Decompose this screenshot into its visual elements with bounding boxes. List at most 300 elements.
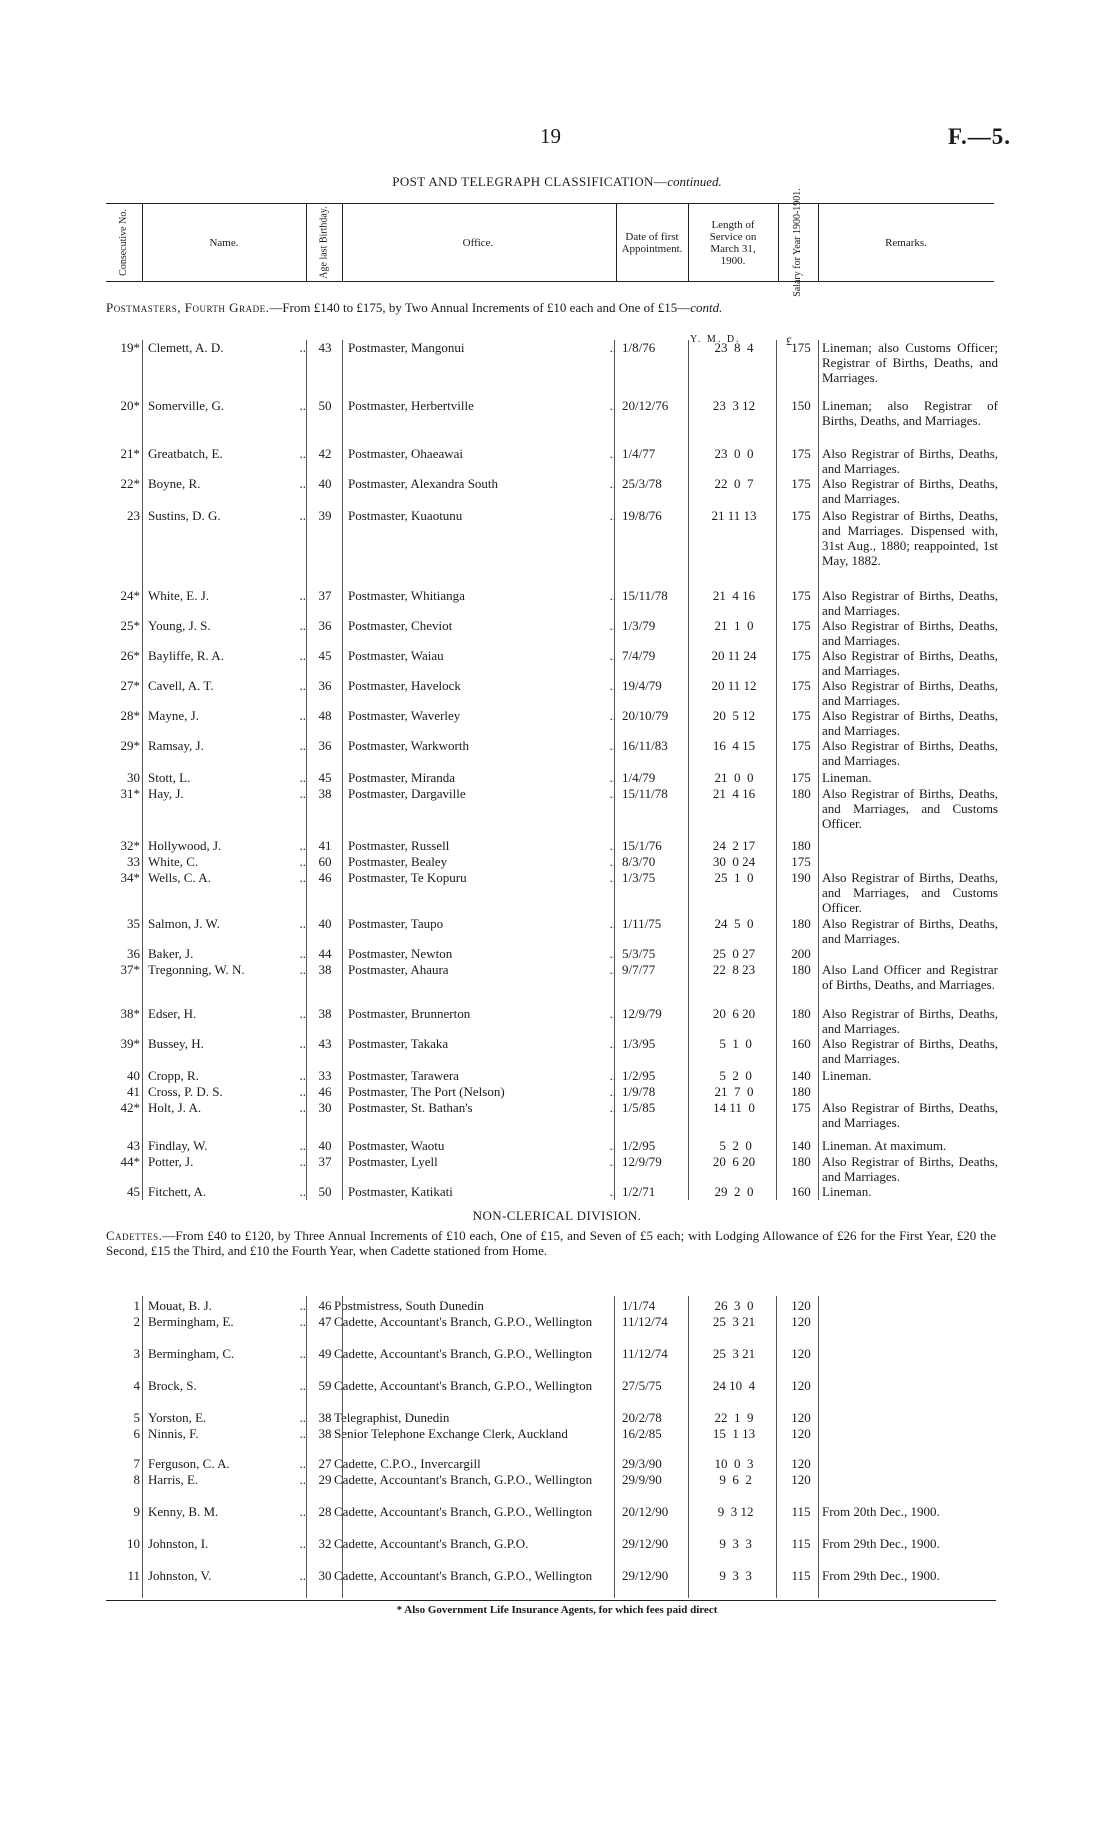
row-age: 40 (318, 476, 332, 491)
cadettes-heading-label: Cadettes. (106, 1228, 163, 1243)
row-number: 32* (120, 838, 140, 853)
row-number: 29* (120, 738, 140, 753)
row-salary: 175 (791, 770, 811, 785)
section-heading-postmasters (106, 300, 996, 315)
row-name: Tregonning, W. N. (148, 962, 245, 977)
column-rule (688, 340, 689, 1200)
row-office: Postmaster, Brunnerton (348, 1006, 471, 1021)
row-date: 16/11/83 (622, 738, 668, 753)
leader-dots: .. (299, 1426, 306, 1441)
row-name: Salmon, J. W. (148, 916, 220, 931)
row-age: 46 (318, 870, 332, 885)
row-salary: 175 (791, 618, 811, 633)
row-office: Postmaster, Waiau (348, 648, 444, 663)
row-salary: 175 (791, 854, 811, 869)
row-length: 20 11 24 (711, 648, 757, 663)
row-remarks: Also Registrar of Births, Deaths, and Marriages. (822, 648, 998, 678)
row-salary: 120 (791, 1472, 811, 1487)
salary-unit: £ (786, 334, 792, 348)
row-name: White, C. (148, 854, 199, 869)
row-remarks: Also Registrar of Births, Deaths, and Marriages. (822, 916, 998, 946)
row-length: 24 10 4 (712, 1378, 756, 1393)
row-remarks: Also Registrar of Births, Deaths, and Marriages. (822, 1154, 998, 1184)
row-age: 59 (318, 1378, 332, 1393)
row-age: 27 (318, 1456, 332, 1471)
row-date: 12/9/79 (622, 1006, 662, 1021)
leader-dots: .. (609, 398, 616, 413)
column-rule (688, 1296, 689, 1598)
leader-dots: .. (609, 340, 616, 355)
leader-dots: .. (609, 508, 616, 523)
row-remarks: Also Registrar of Births, Deaths, and Marriages. (822, 446, 998, 476)
leader-dots: .. (609, 946, 616, 961)
row-number: 37* (120, 962, 140, 977)
leader-dots: .. (609, 854, 616, 869)
row-name: Ramsay, J. (148, 738, 204, 753)
row-length: 20 5 12 (712, 708, 756, 723)
row-office: Postmistress, South Dunedin (334, 1298, 484, 1313)
row-office: Postmaster, Herbertville (348, 398, 474, 413)
row-age: 49 (318, 1346, 332, 1361)
column-rule (306, 1296, 307, 1598)
row-name: Wells, C. A. (148, 870, 211, 885)
column-rule (776, 1296, 777, 1598)
column-rule (776, 340, 777, 1200)
row-number: 5 (133, 1410, 140, 1425)
row-number: 39* (120, 1036, 140, 1051)
row-remarks: Also Registrar of Births, Deaths, and Marriages. (822, 678, 998, 708)
leader-dots: .. (299, 1298, 306, 1313)
row-age: 36 (318, 738, 332, 753)
row-office: Senior Telephone Exchange Clerk, Auckland (334, 1426, 568, 1441)
row-age: 42 (318, 446, 332, 461)
row-remarks: Lineman; also Customs Officer; Registrar of Births, Deaths, and Marriages. (822, 340, 998, 385)
row-name: Cropp, R. (148, 1068, 199, 1083)
leader-dots: .. (299, 1036, 306, 1051)
row-salary: 175 (791, 476, 811, 491)
row-length: 5 2 0 (716, 1068, 752, 1083)
row-office: Telegraphist, Dunedin (334, 1410, 450, 1425)
row-age: 44 (318, 946, 332, 961)
row-date: 1/1/74 (622, 1298, 656, 1313)
leader-dots: .. (609, 1154, 616, 1169)
row-remarks: Also Registrar of Births, Deaths, and Marriages. (822, 618, 998, 648)
row-name: Ferguson, C. A. (148, 1456, 230, 1471)
row-date: 1/4/79 (622, 770, 656, 785)
row-remarks: Also Registrar of Births, Deaths, and Marriages. (822, 1006, 998, 1036)
row-date: 1/3/95 (622, 1036, 656, 1051)
row-length: 21 0 0 (714, 770, 754, 785)
row-remarks: Also Registrar of Births, Deaths, and Marriages, and Customs Officer. (822, 786, 998, 831)
row-office: Postmaster, Lyell (348, 1154, 438, 1169)
row-name: Findlay, W. (148, 1138, 208, 1153)
row-remarks: Also Registrar of Births, Deaths, and Marriages. (822, 1036, 998, 1066)
row-salary: 175 (791, 446, 811, 461)
row-number: 23 (127, 508, 140, 523)
row-length: 21 11 13 (711, 508, 757, 523)
row-number: 45 (127, 1184, 140, 1199)
leader-dots: .. (299, 446, 306, 461)
leader-dots: .. (299, 1536, 306, 1551)
leader-dots: .. (299, 476, 306, 491)
row-date: 19/8/76 (622, 508, 662, 523)
row-age: 45 (318, 770, 332, 785)
row-date: 12/9/79 (622, 1154, 662, 1169)
row-salary: 175 (791, 738, 811, 753)
row-office: Postmaster, Warkworth (348, 738, 469, 753)
row-number: 10 (127, 1536, 140, 1551)
row-number: 3 (133, 1346, 140, 1361)
section-heading-range: —From £140 to £175, by Two Annual Increments of £10 each and One of £15— (269, 300, 691, 315)
row-number: 11 (127, 1568, 140, 1583)
row-name: Holt, J. A. (148, 1100, 202, 1115)
row-number: 38* (120, 1006, 140, 1021)
row-length: 23 3 12 (712, 398, 756, 413)
row-length: 29 2 0 (714, 1184, 754, 1199)
row-office: Cadette, Accountant's Branch, G.P.O., Wellington (334, 1568, 593, 1583)
row-date: 20/10/79 (622, 708, 669, 723)
leader-dots: .. (609, 738, 616, 753)
row-number: 7 (133, 1456, 140, 1471)
row-number: 9 (133, 1504, 140, 1519)
row-salary: 175 (791, 340, 811, 355)
leader-dots: .. (299, 340, 306, 355)
row-salary: 160 (791, 1036, 811, 1051)
row-salary: 175 (791, 588, 811, 603)
row-office: Postmaster, Dargaville (348, 786, 466, 801)
row-office: Cadette, Accountant's Branch, G.P.O. (334, 1536, 529, 1551)
row-number: 22* (120, 476, 140, 491)
leader-dots: .. (299, 678, 306, 693)
row-salary: 115 (791, 1504, 811, 1519)
leader-dots: .. (299, 1568, 306, 1583)
row-date: 25/3/78 (622, 476, 662, 491)
row-name: Cavell, A. T. (148, 678, 214, 693)
row-age: 33 (318, 1068, 332, 1083)
leader-dots: .. (299, 648, 306, 663)
row-remarks: Lineman. (822, 770, 872, 785)
column-rule (342, 1296, 343, 1598)
leader-dots: .. (299, 1410, 306, 1425)
row-date: 1/3/79 (622, 618, 656, 633)
row-salary: 180 (791, 916, 811, 931)
row-age: 37 (318, 588, 332, 603)
row-remarks: Lineman. (822, 1184, 872, 1199)
row-date: 9/7/77 (622, 962, 656, 977)
row-length: 9 3 3 (716, 1568, 752, 1583)
row-date: 29/9/90 (622, 1472, 662, 1487)
row-office: Cadette, Accountant's Branch, G.P.O., Wellington (334, 1504, 593, 1519)
row-length: 25 3 21 (712, 1346, 756, 1361)
row-salary: 180 (791, 838, 811, 853)
row-office: Cadette, C.P.O., Invercargill (334, 1456, 481, 1471)
row-length: 23 0 0 (714, 446, 754, 461)
row-date: 7/4/79 (622, 648, 656, 663)
row-length: 25 0 27 (712, 946, 756, 961)
row-office: Postmaster, St. Bathan's (348, 1100, 473, 1115)
row-office: Postmaster, Russell (348, 838, 450, 853)
leader-dots: .. (609, 786, 616, 801)
row-length: 25 3 21 (712, 1314, 756, 1329)
leader-dots: .. (609, 1068, 616, 1083)
row-date: 1/5/85 (622, 1100, 656, 1115)
row-length: 10 0 3 (714, 1456, 754, 1471)
leader-dots: .. (609, 1084, 616, 1099)
leader-dots: .. (299, 946, 306, 961)
row-number: 20* (120, 398, 140, 413)
row-number: 30 (127, 770, 140, 785)
row-age: 47 (318, 1314, 332, 1329)
row-number: 24* (120, 588, 140, 603)
row-number: 1 (133, 1298, 140, 1313)
row-office: Postmaster, Ohaeawai (348, 446, 464, 461)
col-age: Age last Birthday. (318, 206, 330, 279)
row-age: 30 (318, 1568, 332, 1583)
row-name: Johnston, V. (148, 1568, 212, 1583)
row-length: 9 6 2 (716, 1472, 752, 1487)
row-age: 32 (318, 1536, 332, 1551)
row-name: Bermingham, C. (148, 1346, 235, 1361)
row-age: 38 (318, 1410, 332, 1425)
row-office: Postmaster, Kuaotunu (348, 508, 463, 523)
row-salary: 150 (791, 398, 811, 413)
row-number: 8 (133, 1472, 140, 1487)
row-age: 43 (318, 340, 332, 355)
row-name: Hay, J. (148, 786, 184, 801)
row-number: 43 (127, 1138, 140, 1153)
col-length: Length of Service on March 31, 1900. (709, 218, 757, 267)
row-age: 45 (318, 648, 332, 663)
row-salary: 180 (791, 1006, 811, 1021)
leader-dots: .. (609, 770, 616, 785)
row-salary: 175 (791, 1100, 811, 1115)
row-salary: 120 (791, 1298, 811, 1313)
row-name: Young, J. S. (148, 618, 211, 633)
leader-dots: .. (299, 1084, 306, 1099)
row-name: Bussey, H. (148, 1036, 204, 1051)
leader-dots: .. (299, 838, 306, 853)
leader-dots: .. (299, 738, 306, 753)
col-office: Office. (462, 236, 494, 249)
row-date: 1/9/78 (622, 1084, 656, 1099)
row-length: 5 2 0 (716, 1138, 752, 1153)
row-name: Fitchett, A. (148, 1184, 207, 1199)
row-date: 11/12/74 (622, 1346, 668, 1361)
row-date: 1/3/75 (622, 870, 656, 885)
row-length: 15 1 13 (712, 1426, 756, 1441)
row-length: 22 1 9 (714, 1410, 754, 1425)
row-age: 41 (318, 838, 332, 853)
row-remarks: Also Registrar of Births, Deaths, and Marriages. (822, 708, 998, 738)
row-length: 22 8 23 (712, 962, 756, 977)
leader-dots: .. (609, 446, 616, 461)
leader-dots: .. (299, 962, 306, 977)
row-salary: 120 (791, 1426, 811, 1441)
row-office: Postmaster, Whitianga (348, 588, 465, 603)
row-age: 38 (318, 786, 332, 801)
row-age: 37 (318, 1154, 332, 1169)
row-salary: 160 (791, 1184, 811, 1199)
row-name: Mouat, B. J. (148, 1298, 212, 1313)
footer-rule (106, 1600, 996, 1601)
col-consecutive: Consecutive No. (117, 209, 129, 276)
row-age: 39 (318, 508, 332, 523)
section-heading-contd: contd. (690, 300, 723, 315)
row-date: 20/2/78 (622, 1410, 662, 1425)
row-number: 35 (127, 916, 140, 931)
row-name: White, E. J. (148, 588, 210, 603)
leader-dots: .. (299, 870, 306, 885)
column-rule (818, 1296, 819, 1598)
leader-dots: .. (299, 1100, 306, 1115)
row-name: Clemett, A. D. (148, 340, 224, 355)
row-length: 30 0 24 (712, 854, 756, 869)
row-age: 50 (318, 1184, 332, 1199)
row-office: Cadette, Accountant's Branch, G.P.O., Wellington (334, 1346, 593, 1361)
row-salary: 120 (791, 1456, 811, 1471)
leader-dots: .. (299, 1456, 306, 1471)
row-remarks: Also Registrar of Births, Deaths, and Marriages. (822, 1100, 998, 1130)
row-salary: 180 (791, 962, 811, 977)
title-text: POST AND TELEGRAPH CLASSIFICATION— (392, 174, 668, 189)
row-number: 41 (127, 1084, 140, 1099)
row-age: 46 (318, 1084, 332, 1099)
row-name: Edser, H. (148, 1006, 197, 1021)
row-date: 1/8/76 (622, 340, 656, 355)
row-date: 20/12/76 (622, 398, 669, 413)
row-office: Postmaster, Alexandra South (348, 476, 499, 491)
row-date: 15/11/78 (622, 786, 668, 801)
leader-dots: .. (609, 1006, 616, 1021)
row-salary: 120 (791, 1410, 811, 1425)
division-title: NON-CLERICAL DIVISION. (472, 1208, 642, 1223)
row-name: Sustins, D. G. (148, 508, 221, 523)
leader-dots: .. (299, 1154, 306, 1169)
row-salary: 175 (791, 508, 811, 523)
row-salary: 190 (791, 870, 811, 885)
row-salary: 140 (791, 1138, 811, 1153)
col-name: Name. (209, 236, 239, 249)
row-office: Postmaster, Waverley (348, 708, 461, 723)
leader-dots: .. (299, 770, 306, 785)
row-age: 48 (318, 708, 332, 723)
col-date: Date of first Appointment. (621, 230, 683, 255)
column-rule (342, 340, 343, 1200)
row-office: Postmaster, Te Kopuru (348, 870, 467, 885)
row-remarks: From 20th Dec., 1900. (822, 1504, 940, 1519)
column-header (106, 188, 994, 297)
row-office: Cadette, Accountant's Branch, G.P.O., Wellington (334, 1472, 593, 1487)
row-name: Bermingham, E. (148, 1314, 234, 1329)
leader-dots: .. (609, 1100, 616, 1115)
row-office: Cadette, Accountant's Branch, G.P.O., Wellington (334, 1314, 593, 1329)
row-remarks: Lineman; also Registrar of Births, Deaths, and Marriages. (822, 398, 998, 428)
row-date: 20/12/90 (622, 1504, 669, 1519)
row-salary: 140 (791, 1068, 811, 1083)
row-age: 46 (318, 1298, 332, 1313)
row-office: Postmaster, Takaka (348, 1036, 449, 1051)
row-date: 15/1/76 (622, 838, 662, 853)
leader-dots: .. (609, 1184, 616, 1199)
row-date: 1/4/77 (622, 446, 656, 461)
row-name: Boyne, R. (148, 476, 201, 491)
leader-dots: .. (299, 1346, 306, 1361)
row-number: 40 (127, 1068, 140, 1083)
leader-dots: .. (299, 1184, 306, 1199)
row-age: 38 (318, 962, 332, 977)
leader-dots: .. (299, 786, 306, 801)
row-office: Postmaster, Taupo (348, 916, 444, 931)
row-number: 42* (120, 1100, 140, 1115)
leader-dots: .. (609, 870, 616, 885)
leader-dots: .. (299, 1314, 306, 1329)
col-remarks: Remarks. (885, 236, 927, 249)
leader-dots: .. (299, 1378, 306, 1393)
row-office: Postmaster, Bealey (348, 854, 448, 869)
row-number: 33 (127, 854, 140, 869)
row-name: Greatbatch, E. (148, 446, 223, 461)
row-number: 25* (120, 618, 140, 633)
column-rule (614, 340, 615, 1200)
leader-dots: .. (609, 1138, 616, 1153)
row-age: 38 (318, 1006, 332, 1021)
leader-dots: .. (299, 1472, 306, 1487)
row-office: Postmaster, Cheviot (348, 618, 453, 633)
row-number: 27* (120, 678, 140, 693)
row-remarks: Lineman. At maximum. (822, 1138, 947, 1153)
leader-dots: .. (299, 1006, 306, 1021)
row-length: 21 4 16 (712, 588, 756, 603)
length-units: Y. M. D. (690, 334, 741, 345)
row-name: Bayliffe, R. A. (148, 648, 224, 663)
row-remarks: Lineman. (822, 1068, 872, 1083)
row-date: 29/12/90 (622, 1568, 669, 1583)
leader-dots: .. (609, 648, 616, 663)
leader-dots: .. (299, 508, 306, 523)
row-salary: 175 (791, 678, 811, 693)
leader-dots: .. (609, 678, 616, 693)
row-age: 43 (318, 1036, 332, 1051)
row-number: 34* (120, 870, 140, 885)
leader-dots: .. (299, 854, 306, 869)
leader-dots: .. (609, 962, 616, 977)
row-office: Postmaster, Katikati (348, 1184, 453, 1199)
leader-dots: .. (609, 476, 616, 491)
row-remarks: Also Registrar of Births, Deaths, and Marriages. (822, 476, 998, 506)
row-age: 50 (318, 398, 332, 413)
row-length: 21 4 16 (712, 786, 756, 801)
row-name: Kenny, B. M. (148, 1504, 219, 1519)
col-salary: Salary for Year 1900-1901. (791, 188, 803, 297)
title-suffix: continued. (667, 174, 722, 189)
row-office: Postmaster, Newton (348, 946, 453, 961)
row-date: 29/3/90 (622, 1456, 662, 1471)
row-remarks: Also Land Officer and Registrar of Births, Deaths, and Marriages. (822, 962, 998, 992)
row-remarks: From 29th Dec., 1900. (822, 1568, 940, 1583)
row-name: Baker, J. (148, 946, 194, 961)
row-office: Cadette, Accountant's Branch, G.P.O., Wellington (334, 1378, 593, 1393)
section-heading-cadettes (106, 1228, 996, 1258)
row-salary: 115 (791, 1568, 811, 1583)
leader-dots: .. (299, 588, 306, 603)
row-name: Mayne, J. (148, 708, 199, 723)
row-length: 9 3 12 (714, 1504, 754, 1519)
row-number: 36 (127, 946, 140, 961)
row-name: Hollywood, J. (148, 838, 222, 853)
row-remarks: Also Registrar of Births, Deaths, and Marriages. Dispensed with, 31st Aug., 1880; reappointed, 1st May, 1882. (822, 508, 998, 568)
row-salary: 180 (791, 1084, 811, 1099)
row-length: 24 2 17 (712, 838, 756, 853)
